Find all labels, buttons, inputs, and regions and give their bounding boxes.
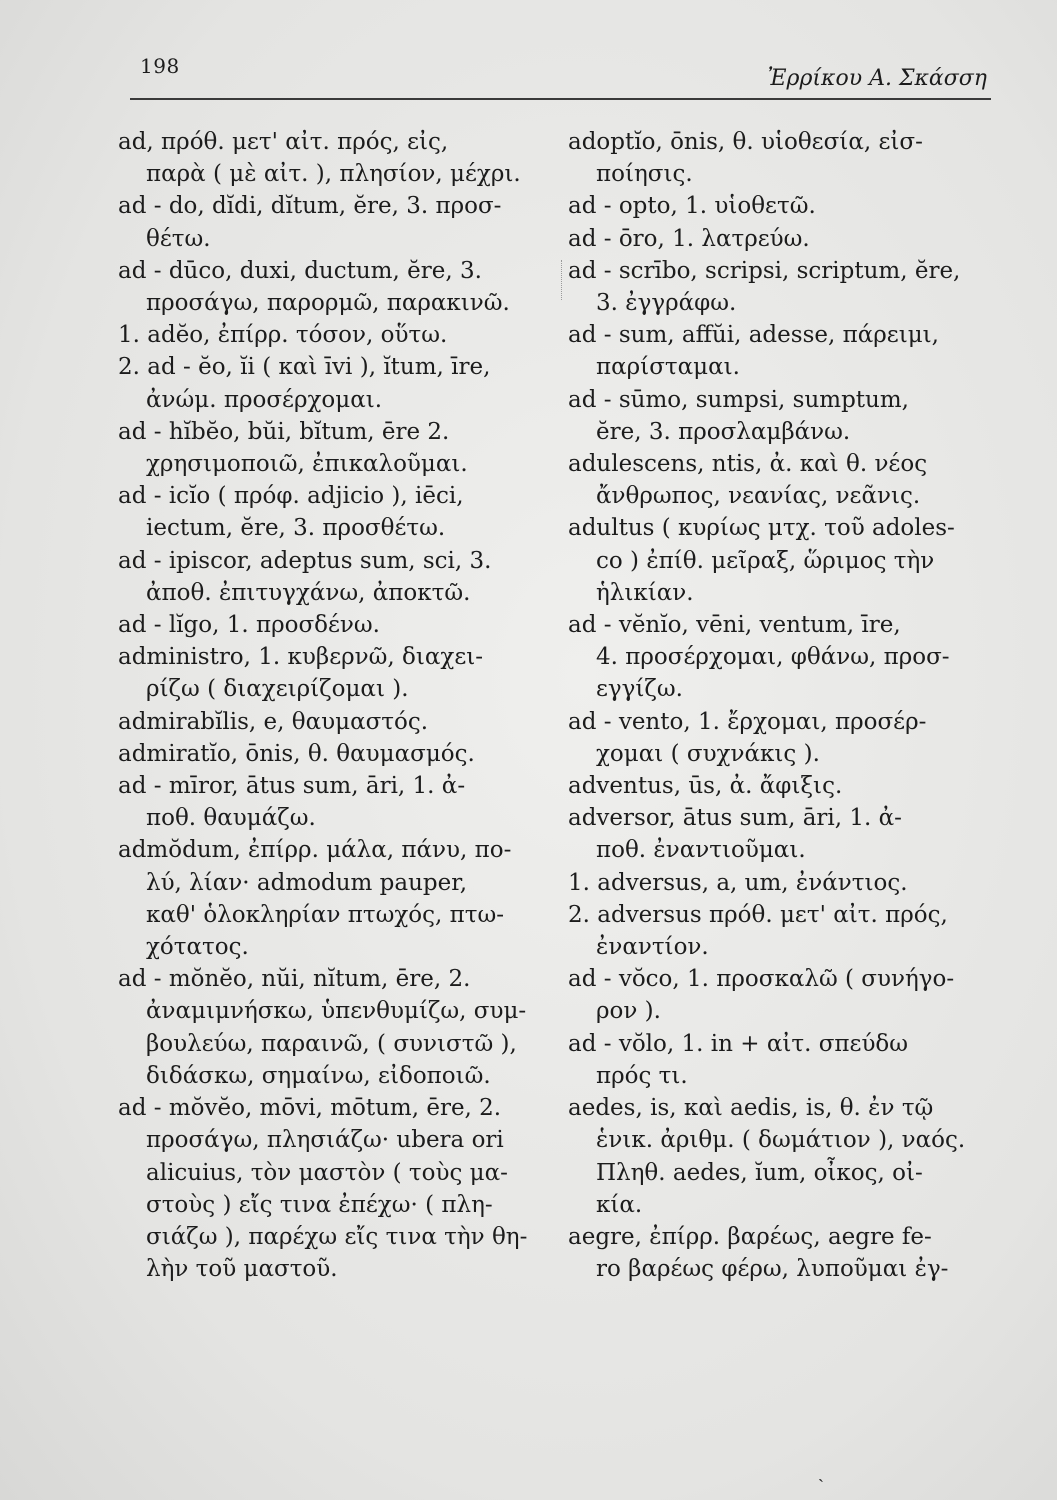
entry-continuation-line: ἐναντίον.	[596, 934, 709, 961]
entry-headword-line: ad - scrībo, scripsi, scriptum, ĕre,	[568, 257, 961, 284]
entry-headword-line: ad - mŏnĕo, nŭi, nĭtum, ēre, 2.	[118, 966, 471, 993]
entry-headword-line: 1. adĕo, ἐπίρρ. τόσον, οὕτω.	[118, 322, 448, 349]
dictionary-entry	[118, 545, 558, 609]
entry-continuation-line: ro βαρέως φέρω, λυποῦμαι ἐγ-	[596, 1256, 949, 1283]
entry-continuation-line: ἑνικ. ἀριθμ. ( δωμάτιον ), ναός.	[596, 1127, 966, 1154]
entry-continuation-line: iectum, ĕre, 3. προσθέτω.	[146, 515, 446, 542]
dictionary-entry	[118, 963, 558, 1092]
entry-continuation-line: ĕre, 3. προσλαμβάνω.	[596, 418, 851, 445]
entry-continuation-line: λύ, λίαν· admodum pauper,	[146, 869, 468, 896]
dictionary-entry	[118, 319, 558, 351]
entry-headword-line: ad - mŏvĕo, mōvi, mōtum, ēre, 2.	[118, 1095, 502, 1122]
entry-headword-line: ad - vĕnĭo, vēni, ventum, īre,	[568, 612, 901, 639]
entry-continuation-line: Πληθ. aedes, ĭum, οἶκος, οἰ-	[596, 1159, 923, 1186]
entry-headword-line: ad - mīror, ātus sum, āri, 1. ἀ-	[118, 773, 466, 800]
entry-continuation-line: χομαι ( συχνάκις ).	[596, 740, 820, 767]
entry-headword-line: ad - vento, 1. ἔρχομαι, προσέρ-	[568, 708, 927, 735]
entry-continuation-line: χρησιμοποιῶ, ἐπικαλοῦμαι.	[146, 451, 468, 478]
dictionary-entry	[568, 770, 1018, 802]
dictionary-entry	[568, 1092, 1018, 1221]
entry-headword-line: administro, 1. κυβερνῶ, διαχει-	[118, 644, 484, 671]
dictionary-entry	[118, 416, 558, 480]
page-header	[140, 50, 987, 96]
entry-headword-line: adventus, ūs, ἀ. ἄφιξις.	[568, 773, 843, 800]
entry-continuation-line: σιάζω ), παρέχω εἴς τινα τὴν θη-	[146, 1223, 528, 1250]
dictionary-entry	[568, 1028, 1018, 1092]
entry-continuation-line: διδάσκω, σημαίνω, εἰδοποιῶ.	[146, 1062, 491, 1089]
entry-headword-line: aedes, is, καὶ aedis, is, θ. ἐν τῷ	[568, 1095, 934, 1122]
right-column	[568, 126, 1018, 1285]
dictionary-entry	[568, 963, 1018, 1027]
dictionary-entry	[118, 351, 558, 415]
entry-headword-line: ad - do, dĭdi, dĭtum, ĕre, 3. προσ-	[118, 193, 502, 220]
dictionary-entry	[568, 223, 1018, 255]
entry-continuation-line: κία.	[596, 1191, 643, 1218]
entry-headword-line: ad - sum, affŭi, adesse, πάρειμι,	[568, 322, 939, 349]
entry-continuation-line: βουλεύω, παραινῶ, ( συνιστῶ ),	[146, 1030, 517, 1057]
entry-headword-line: ad - ōro, 1. λατρεύω.	[568, 225, 810, 252]
entry-headword-line: ad - vŏco, 1. προσκαλῶ ( συνήγο-	[568, 966, 955, 993]
entry-headword-line: ad - hĭbĕo, bŭi, bĭtum, ēre 2.	[118, 418, 450, 445]
dictionary-entry	[568, 255, 1018, 319]
entry-headword-line: ad - sūmo, sumpsi, sumptum,	[568, 386, 909, 413]
dictionary-entry	[118, 738, 558, 770]
entry-headword-line: adulescens, ntis, ἀ. καὶ θ. νέος	[568, 451, 928, 478]
dictionary-entry	[568, 448, 1018, 512]
column-divider	[561, 260, 562, 300]
entry-continuation-line: co ) ἐπίθ. μεῖραξ, ὥριμος τὴν	[596, 547, 935, 574]
dictionary-entry	[118, 190, 558, 254]
entry-continuation-line: 3. ἐγγράφω.	[596, 290, 737, 317]
entry-headword-line: ad - ipiscor, adeptus sum, sci, 3.	[118, 547, 492, 574]
entry-continuation-line: ἀναμιμνήσκω, ὑπενθυμίζω, συμ-	[146, 998, 527, 1025]
entry-continuation-line: ρον ).	[596, 998, 661, 1025]
entry-headword-line: admŏdum, ἐπίρρ. μάλα, πάνυ, πο-	[118, 837, 512, 864]
entry-headword-line: 2. ad - ĕo, ĭi ( καὶ īvi ), ĭtum, īre,	[118, 354, 491, 381]
entry-headword-line: 1. adversus, a, um, ἐνάντιος.	[568, 869, 908, 896]
dictionary-entry	[568, 706, 1018, 770]
entry-continuation-line: λὴν τοῦ μαστοῦ.	[146, 1256, 338, 1283]
entry-continuation-line: ἄνθρωπος, νεανίας, νεᾶνις.	[596, 483, 921, 510]
entry-continuation-line: ἀποθ. ἐπιτυγχάνω, ἀποκτῶ.	[146, 579, 471, 606]
dictionary-entry	[568, 802, 1018, 866]
dictionary-entry	[118, 834, 558, 963]
entry-continuation-line: 4. προσέρχομαι, φθάνω, προσ-	[596, 644, 950, 671]
entry-continuation-line: ρίζω ( διαχειρίζομαι ).	[146, 676, 409, 703]
entry-continuation-line: προσάγω, παρορμῶ, παρακινῶ.	[146, 290, 510, 317]
entry-headword-line: ad, πρόθ. μετ' αἰτ. πρός, εἰς,	[118, 129, 449, 155]
entry-continuation-line: παρίσταμαι.	[596, 354, 740, 381]
entry-headword-line: ad - icĭo ( πρόφ. adjicio ), iēci,	[118, 483, 464, 510]
entry-continuation-line: εγγίζω.	[596, 676, 683, 703]
entry-headword-line: adversor, ātus sum, āri, 1. ἀ-	[568, 805, 902, 832]
entry-continuation-line: alicuius, τὸν μαστὸν ( τοὺς μα-	[146, 1159, 508, 1186]
entry-continuation-line: ποθ. ἐναντιοῦμαι.	[596, 837, 806, 864]
dictionary-entry	[118, 1092, 558, 1285]
footer-mark: ˏ	[818, 1462, 824, 1483]
entry-headword-line: adoptĭo, ōnis, θ. υἱοθεσία, εἰσ-	[568, 129, 923, 155]
entry-continuation-line: θέτω.	[146, 225, 211, 252]
entry-continuation-line: ἀνώμ. προσέρχομαι.	[146, 386, 383, 413]
dictionary-entry	[118, 126, 558, 190]
dictionary-entry	[568, 609, 1018, 706]
entry-headword-line: admiratĭo, ōnis, θ. θαυμασμός.	[118, 740, 475, 767]
entry-continuation-line: προσάγω, πλησιάζω· ubera ori	[146, 1127, 504, 1154]
dictionary-entry	[118, 609, 558, 641]
entry-headword-line: admirabĭlis, e, θαυμαστός.	[118, 708, 429, 735]
entry-continuation-line: ποθ. θαυμάζω.	[146, 805, 316, 832]
entry-headword-line: ad - dūco, duxi, ductum, ĕre, 3.	[118, 257, 482, 284]
dictionary-entry	[118, 480, 558, 544]
dictionary-entry	[118, 255, 558, 319]
dictionary-entry	[568, 319, 1018, 383]
dictionary-entry	[568, 512, 1018, 609]
entry-continuation-line: καθ' ὁλοκληρίαν πτωχός, πτω-	[146, 901, 505, 928]
entry-continuation-line: χότατος.	[146, 934, 249, 961]
entry-continuation-line: στοὺς ) εἴς τινα ἐπέχω· ( πλη-	[146, 1191, 493, 1218]
entry-headword-line: 2. adversus πρόθ. μετ' αἰτ. πρός,	[568, 901, 948, 928]
entry-continuation-line: ποίησις.	[596, 161, 693, 188]
entry-headword-line: ad - opto, 1. υἱοθετῶ.	[568, 193, 816, 220]
header-rule	[130, 98, 991, 100]
dictionary-entry	[568, 867, 1018, 899]
page-number: 198	[140, 54, 180, 78]
dictionary-entry	[568, 190, 1018, 222]
dictionary-entry	[568, 126, 1018, 190]
entry-continuation-line: πρός τι.	[596, 1062, 688, 1089]
entry-continuation-line: παρὰ ( μὲ αἰτ. ), πλησίον, μέχρι.	[146, 161, 521, 188]
left-column	[118, 126, 558, 1285]
entry-continuation-line: ἡλικίαν.	[596, 579, 694, 606]
entry-headword-line: ad - vŏlo, 1. in + αἰτ. σπεύδω	[568, 1030, 909, 1057]
dictionary-entry	[118, 641, 558, 705]
entry-headword-line: ad - lĭgo, 1. προσδένω.	[118, 612, 380, 639]
dictionary-entry	[568, 1221, 1018, 1285]
entry-headword-line: adultus ( κυρίως μτχ. τοῦ adoles-	[568, 515, 955, 542]
dictionary-entry	[118, 770, 558, 834]
dictionary-entry	[568, 384, 1018, 448]
running-head: Ἐρρίκου Α. Σκάσση	[767, 66, 987, 91]
dictionary-entry	[118, 706, 558, 738]
entry-headword-line: aegre, ἐπίρρ. βαρέως, aegre fe-	[568, 1223, 932, 1250]
dictionary-entry	[568, 899, 1018, 963]
